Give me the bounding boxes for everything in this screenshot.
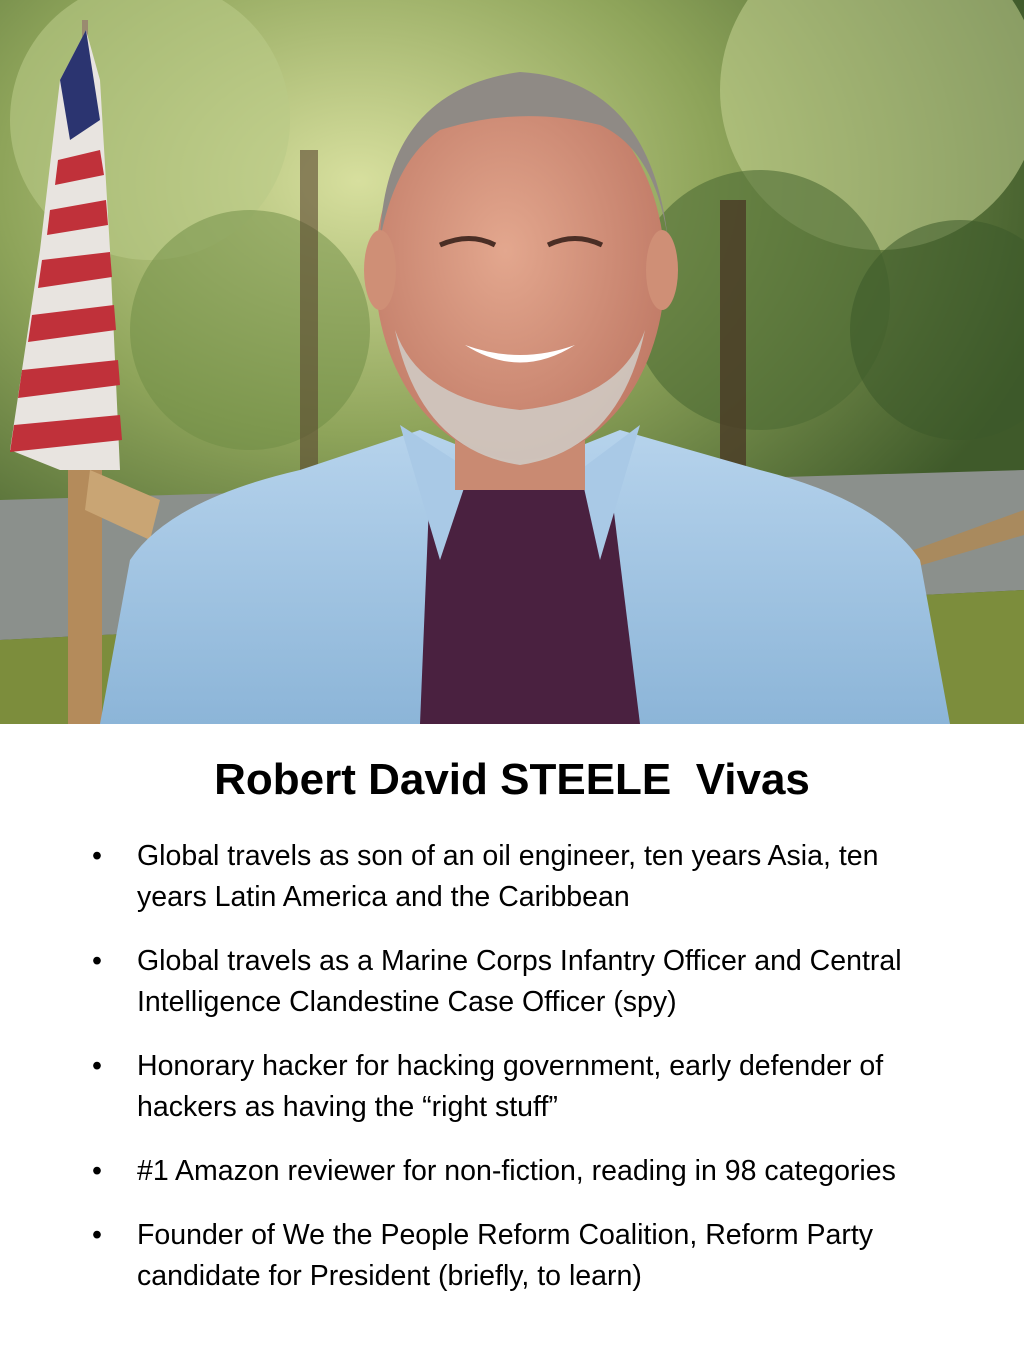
bullet-marker: • <box>92 1219 102 1251</box>
bullet-item <box>92 941 952 1023</box>
bullet-item <box>92 1151 952 1192</box>
slide-title: Robert David STEELE Vivas <box>214 755 810 804</box>
bullet-text: #1 Amazon reviewer for non-fiction, reading in 98 categories <box>137 1155 896 1187</box>
bullet-text: Global travels as a Marine Corps Infantry Officer and Central Intelligence Clandestine Case Officer (spy) <box>137 945 902 1018</box>
bullet-marker: • <box>92 945 102 977</box>
bullet-text: Global travels as son of an oil engineer, ten years Asia, ten years Latin America and the Caribbean <box>137 840 879 913</box>
bullet-text: Honorary hacker for hacking government, early defender of hackers as having the “right stuff” <box>137 1050 884 1123</box>
bullet-item <box>92 836 952 918</box>
bullet-text: Founder of We the People Reform Coalition, Reform Party candidate for President (briefly, to learn) <box>137 1219 874 1292</box>
bullet-item <box>92 1046 952 1128</box>
bullet-item <box>92 1215 952 1297</box>
bullet-marker: • <box>92 840 102 872</box>
bullet-marker: • <box>92 1155 102 1187</box>
bullet-marker: • <box>92 1050 102 1082</box>
bullet-list <box>92 836 952 1320</box>
